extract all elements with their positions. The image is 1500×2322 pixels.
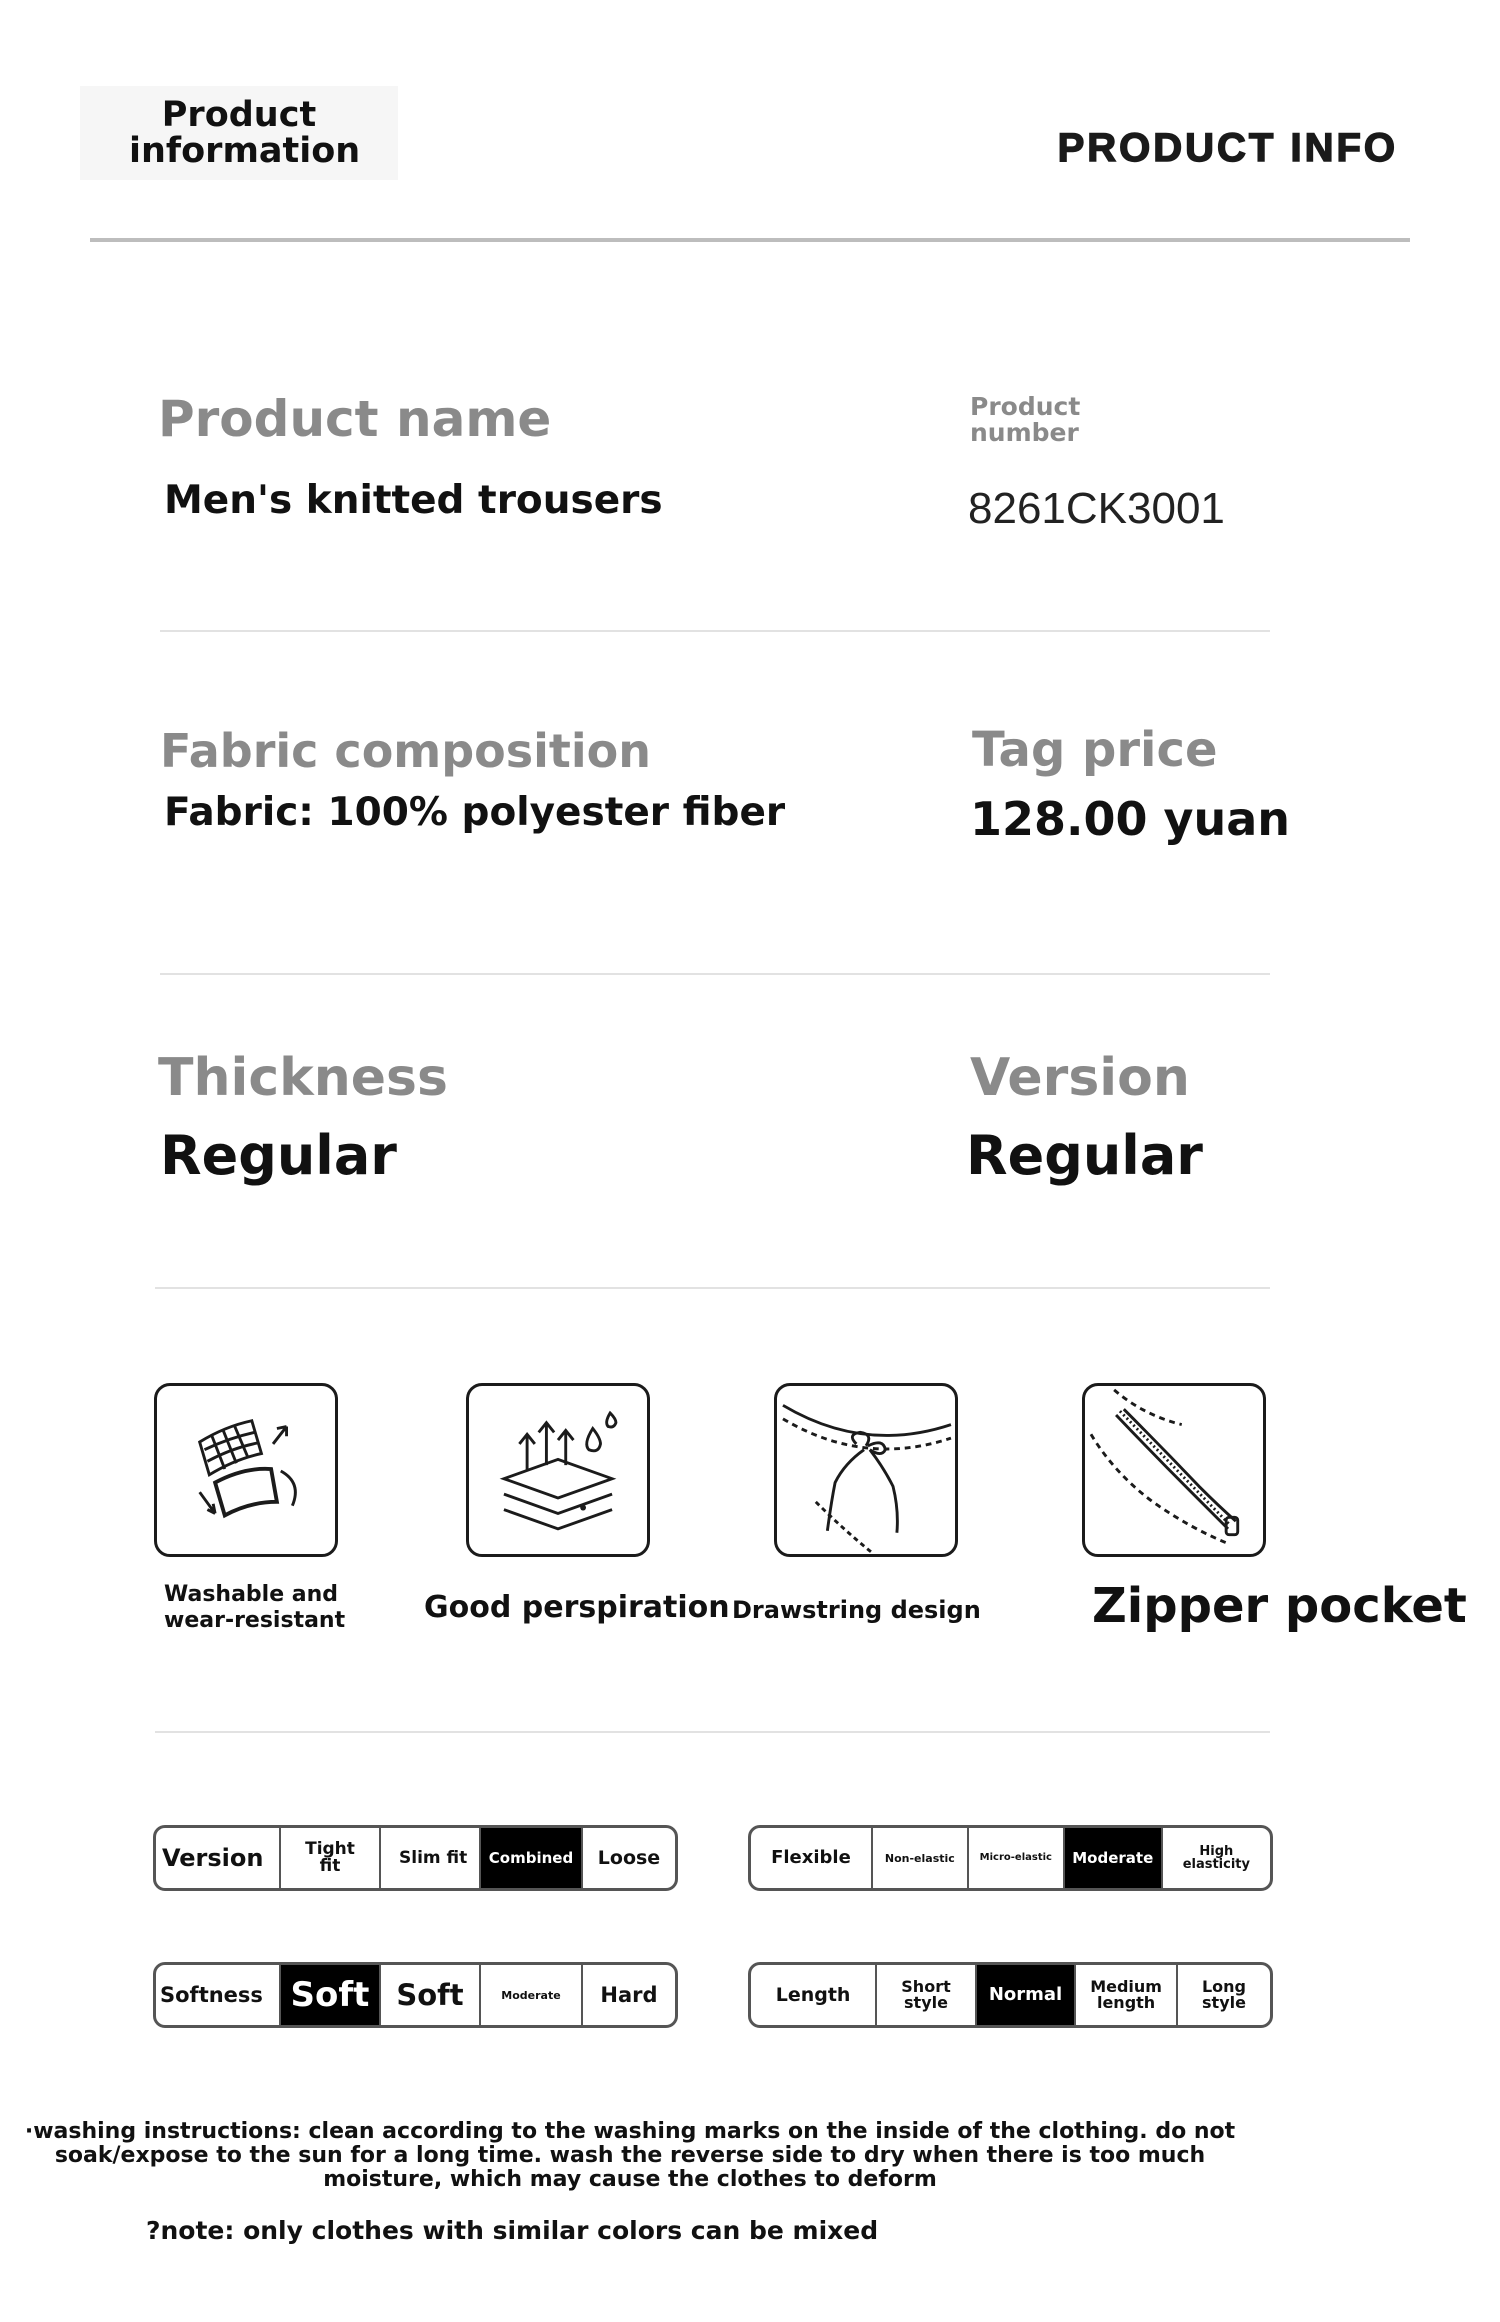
perspiration-layers-icon bbox=[466, 1383, 650, 1557]
version-label: Version bbox=[970, 1048, 1190, 1108]
washing-instructions: ·washing instructions: clean according to the washing marks on the inside of the clothing. do not soak/expose to the sun for a long time. wash the reverse side to dry when there is too much moisture, which may cause the clothes to deform bbox=[24, 2119, 1236, 2192]
washable-fabric-icon bbox=[154, 1383, 338, 1557]
drawstring-icon bbox=[774, 1383, 958, 1557]
header-right-title: PRODUCT INFO bbox=[1057, 126, 1398, 170]
scale-option: Non-elastic bbox=[871, 1828, 967, 1888]
product-name-value: Men's knitted trousers bbox=[164, 478, 663, 523]
scale-option: Medium length bbox=[1074, 1965, 1176, 2025]
header-divider bbox=[90, 238, 1410, 242]
scale-option: Tight fit bbox=[279, 1828, 379, 1888]
feature-label-washable: Washable and wear-resistant bbox=[164, 1582, 346, 1633]
feature-label-perspiration: Good perspiration bbox=[424, 1590, 730, 1625]
scale-option: Soft bbox=[379, 1965, 479, 2025]
scale-option: Hard bbox=[581, 1965, 675, 2025]
zipper-pocket-icon bbox=[1082, 1383, 1266, 1557]
feature-label-drawstring: Drawstring design bbox=[732, 1596, 981, 1624]
scale-option: Short style bbox=[875, 1965, 975, 2025]
thickness-value: Regular bbox=[160, 1124, 397, 1187]
version-fit-scale bbox=[153, 1825, 678, 1891]
scale-title: Softness bbox=[160, 1982, 263, 2007]
header-left-title: Product information bbox=[80, 86, 398, 180]
scale-option: Long style bbox=[1176, 1965, 1270, 2025]
product-number-value: 8261CK3001 bbox=[968, 484, 1225, 533]
scale-title: Flexible bbox=[771, 1847, 851, 1868]
scale-option-selected: Moderate bbox=[1063, 1828, 1161, 1888]
divider bbox=[160, 630, 1270, 632]
scale-option: High elasticity bbox=[1161, 1828, 1270, 1888]
scale-option-selected: Normal bbox=[975, 1965, 1074, 2025]
divider bbox=[160, 973, 1270, 975]
elasticity-scale bbox=[748, 1825, 1273, 1891]
product-number-label: Product number bbox=[970, 392, 1081, 447]
scale-title: Version bbox=[162, 1844, 264, 1872]
divider bbox=[155, 1731, 1270, 1733]
fabric-value: Fabric: 100% polyester fiber bbox=[164, 790, 786, 835]
feature-label-zipper: Zipper pocket bbox=[1092, 1578, 1467, 1634]
thickness-label: Thickness bbox=[158, 1048, 448, 1108]
scale-option: Loose bbox=[581, 1828, 675, 1888]
tag-price-value: 128.00 yuan bbox=[970, 792, 1291, 846]
scale-option: Slim fit bbox=[379, 1828, 479, 1888]
scale-option: Moderate bbox=[479, 1965, 581, 2025]
version-value: Regular bbox=[966, 1124, 1203, 1187]
length-scale bbox=[748, 1962, 1273, 2028]
color-mixing-note: ?note: only clothes with similar colors can be mixed bbox=[146, 2216, 879, 2245]
tag-price-label: Tag price bbox=[972, 722, 1218, 778]
product-name-label: Product name bbox=[158, 390, 552, 448]
fabric-label: Fabric composition bbox=[160, 724, 652, 778]
softness-scale bbox=[153, 1962, 678, 2028]
scale-option-selected: Combined bbox=[479, 1828, 581, 1888]
scale-option: Micro-elastic bbox=[967, 1828, 1063, 1888]
scale-option-selected: Soft bbox=[279, 1965, 379, 2025]
scale-title: Length bbox=[775, 1983, 851, 2006]
divider bbox=[155, 1287, 1270, 1289]
